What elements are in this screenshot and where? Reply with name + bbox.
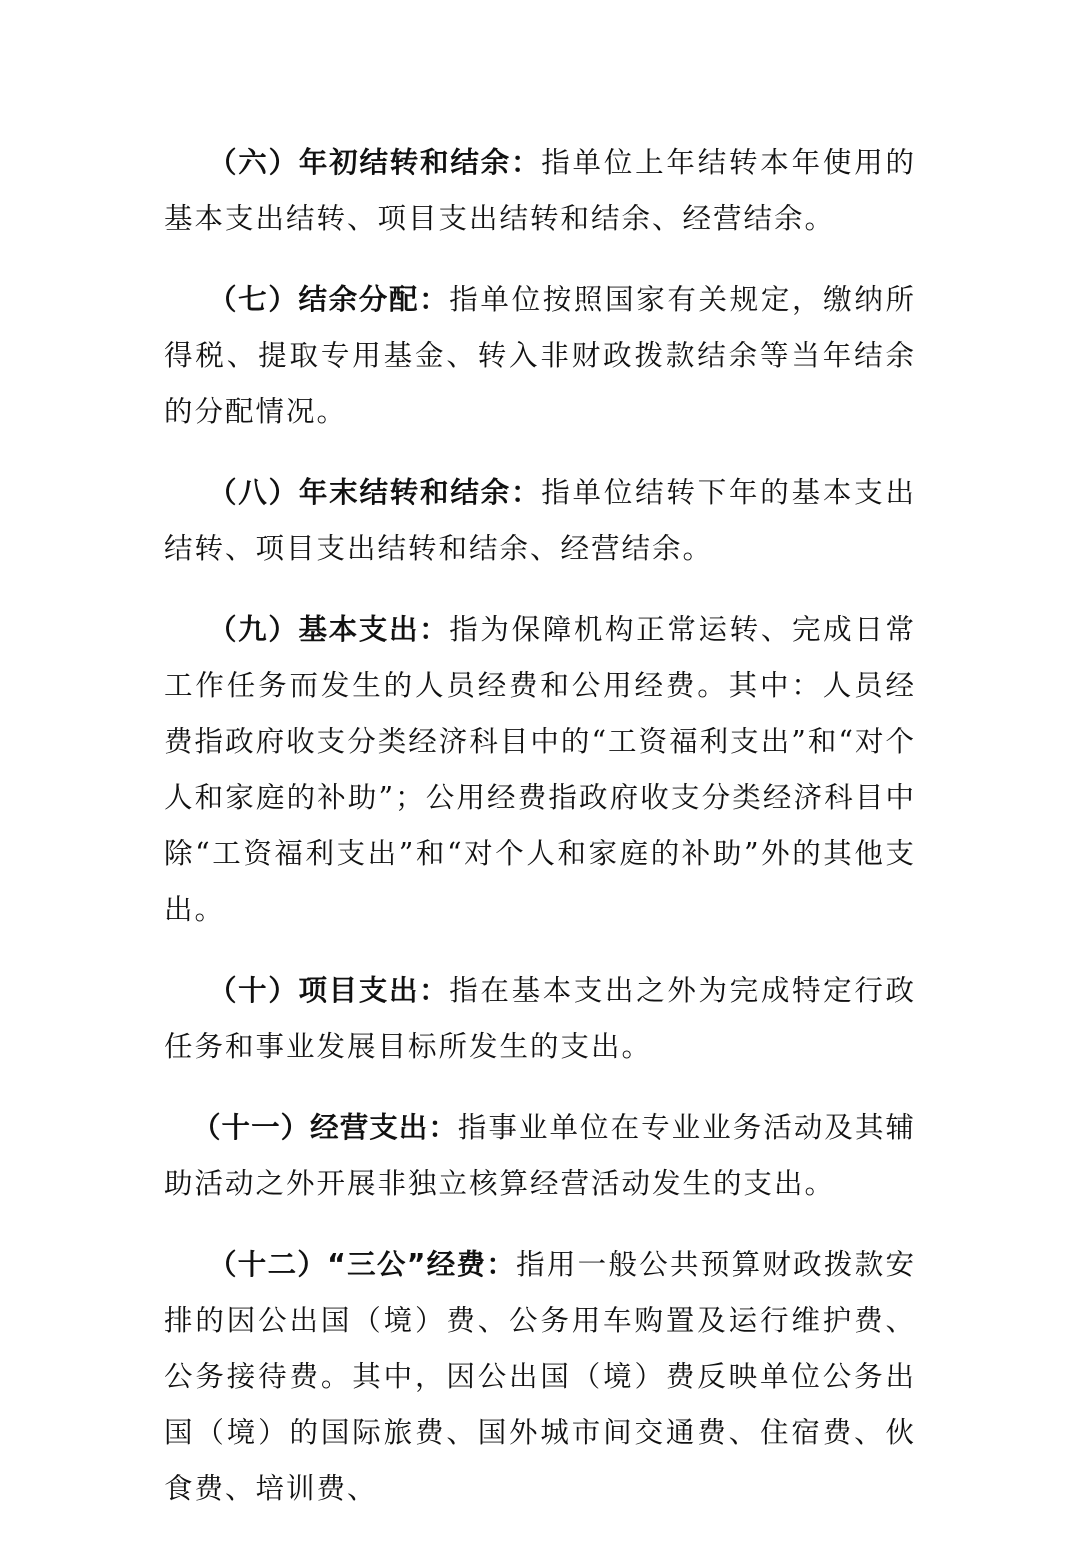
term-heading: （六）年初结转和结余： (208, 146, 542, 179)
paragraph-7 (164, 272, 916, 440)
paragraph-11 (164, 1100, 916, 1212)
term-definition: 指单位结转下年的基本支出结转、项目支出结转和结余、经营结余。 (164, 476, 916, 565)
term-definition: 指在基本支出之外为完成特定行政任务和事业发展目标所发生的支出。 (164, 974, 916, 1063)
term-definition: 指单位按照国家有关规定，缴纳所得税、提取专用基金、转入非财政拨款结余等当年结余的分配情况。 (164, 283, 916, 428)
term-heading: （十二）“三公”经费： (208, 1248, 517, 1281)
term-definition: 指用一般公共预算财政拨款安排的因公出国（境）费、公务用车购置及运行维护费、公务接待费。其中，因公出国（境）费反映单位公务出国（境）的国际旅费、国外城市间交通费、住宿费、伙食费、培训费、 (164, 1248, 916, 1505)
term-definition: 指为保障机构正常运转、完成日常工作任务而发生的人员经费和公用经费。其中：人员经费指政府收支分类经济科目中的“工资福利支出”和“对个人和家庭的补助”；公用经费指政府收支分类经济科目中除“工资福利支出”和“对个人和家庭的补助”外的其他支出。 (164, 613, 916, 926)
term-definition: 指事业单位在专业业务活动及其辅助活动之外开展非独立核算经营活动发生的支出。 (164, 1111, 916, 1200)
paragraph-8 (164, 465, 916, 577)
term-heading: （八）年末结转和结余： (208, 476, 542, 509)
term-heading: （十）项目支出： (208, 974, 450, 1007)
term-heading: （七）结余分配： (208, 283, 450, 316)
paragraph-12 (164, 1237, 916, 1517)
document-body (164, 135, 916, 1542)
paragraph-10 (164, 963, 916, 1075)
term-heading: （九）基本支出： (208, 613, 450, 646)
term-heading: （十一）经营支出： (192, 1111, 458, 1144)
paragraph-6 (164, 135, 916, 247)
term-definition: 指单位上年结转本年使用的基本支出结转、项目支出结转和结余、经营结余。 (164, 146, 916, 235)
paragraph-9 (164, 602, 916, 938)
